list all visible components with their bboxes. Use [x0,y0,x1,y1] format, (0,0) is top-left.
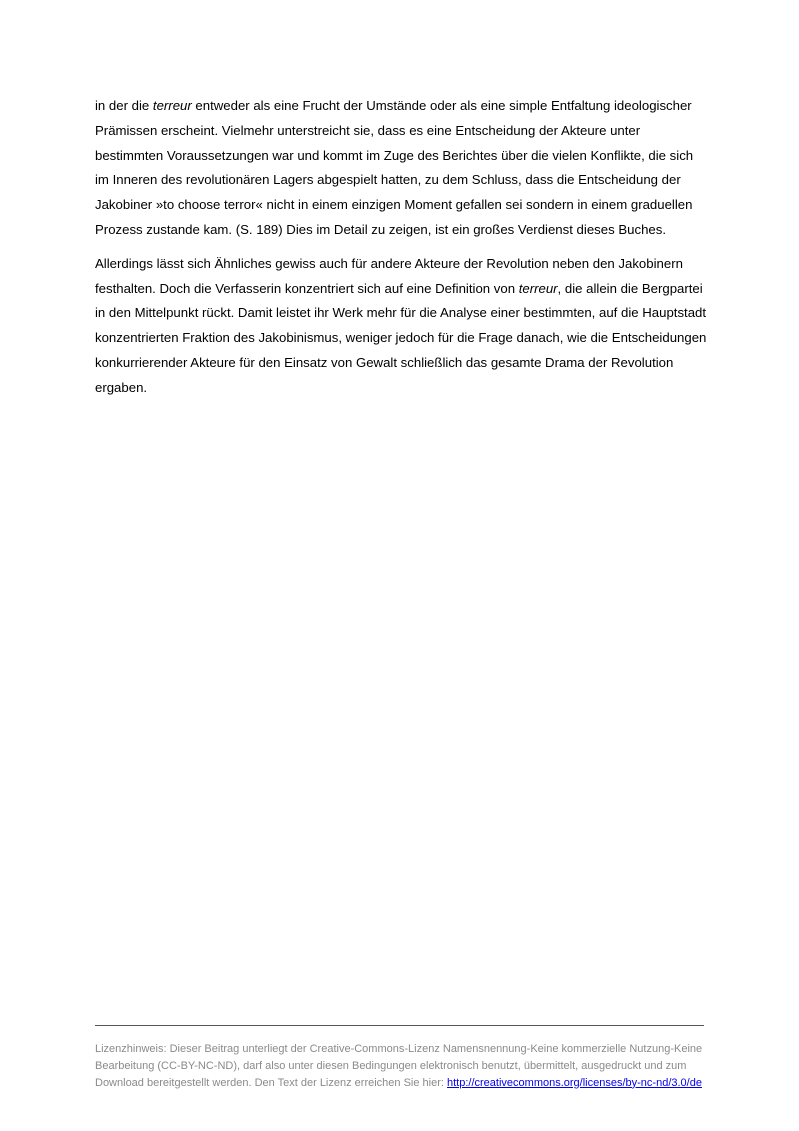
body-text [95,94,707,410]
license-notice [95,1041,707,1091]
paragraph-1 [95,94,707,243]
paragraph-text: entweder als eine Frucht der Umstände oder als eine simple Entfaltung ideologischer Prämissen erscheint. Vielmehr unterstreicht sie, dass es eine Entscheidung der Akteure unter bestimmten Voraussetzungen war und kommt im Zuge des Berichtes über die vielen Konflikte, die sich im Inneren des revolutionären Lagers abgespielt hatten, zu dem Schluss, dass die Entscheidung der Jakobiner »to choose terror« nicht in einem einzigen Moment gefallen sei sondern in einem graduellen Prozess zustande kam. (S. 189) Dies im Detail zu zeigen, ist ein großes Verdienst dieses Buches. [95,98,694,237]
license-link[interactable]: http://creativecommons.org/licenses/by-nc-nd/3.0/de [447,1076,702,1089]
paragraph-2 [95,252,707,401]
italic-term: terreur [518,280,558,296]
italic-term: terreur [152,98,192,113]
paragraph-text: , die allein die Bergpartei in den Mittelpunkt rückt. Damit leistet ihr Werk mehr für die Analyse einer bestimmten, auf die Hauptstadt konzentrierten Fraktion des Jakobinismus, weniger jedoch für die Frage danach, wie die Entscheidungen konkurrierender Akteure für den Einsatz von Gewalt schließlich das gesamte Drama der Revolution ergaben. [95,280,707,395]
paragraph-text: in der die [95,98,153,113]
footer-divider [95,1025,704,1026]
license-text: Lizenzhinweis: Dieser Beitrag unterliegt der Creative-Commons-Lizenz Namensnennung-Keine kommerzielle Nutzung-Keine Bearbeitung (CC-BY-NC-ND), darf also unter diesen Bedingungen elektronisch benutzt, übermittelt, ausgedruckt und zum Download bereitgestellt werden. Den Text der Lizenz erreichen Sie hier: [95,1043,703,1089]
paragraph-text: Allerdings lässt sich Ähnliches gewiss auch für andere Akteure der Revolution neben den Jakobinern festhalten. Doch die Verfasserin konzentriert sich auf eine Definition von [95,255,683,296]
